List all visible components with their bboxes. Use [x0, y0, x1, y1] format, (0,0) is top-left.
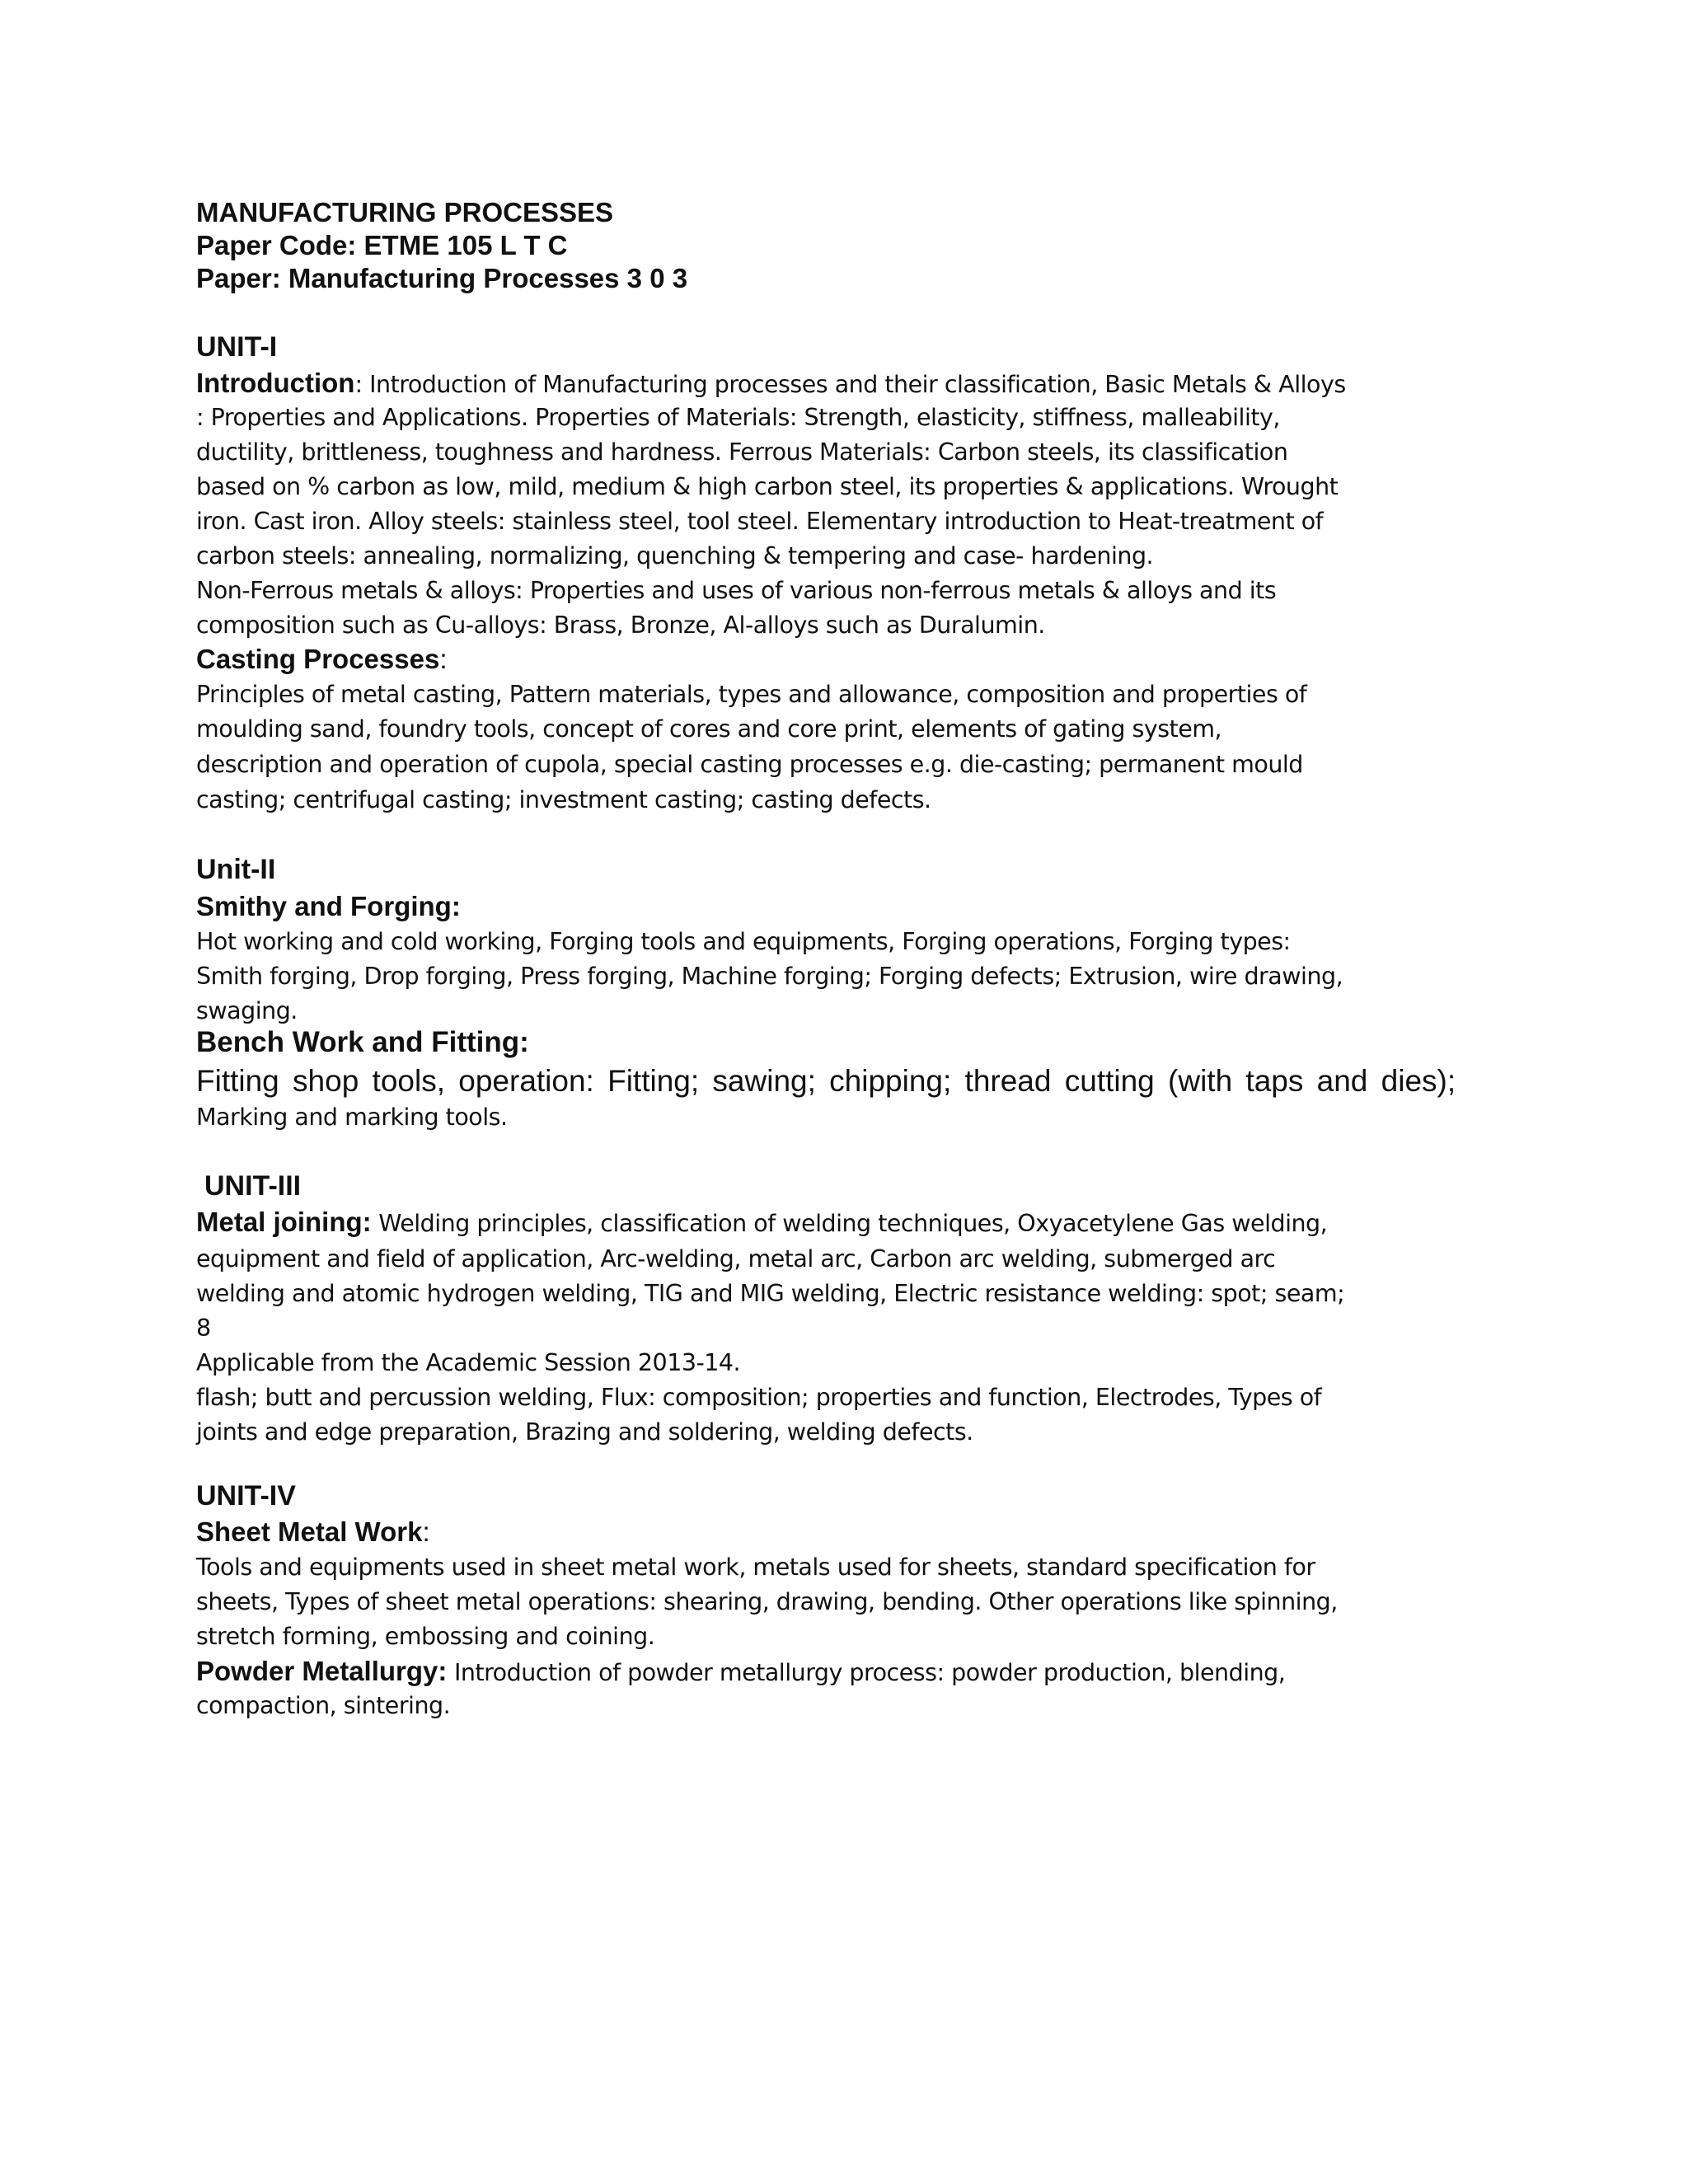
powder-line-1: Powder Metallurgy: Introduction of powder metallurgy process: powder production, blending,: [196, 1656, 1286, 1686]
casting-line-4: casting; centrifugal casting; investment casting; casting defects.: [196, 786, 931, 813]
unit-3-heading: UNIT-III: [204, 1170, 302, 1202]
smithy-line-2: Smith forging, Drop forging, Press forging, Machine forging; Forging defects; Extrusion, wire drawing,: [196, 963, 1343, 990]
bench-line-2: Marking and marking tools.: [196, 1104, 508, 1131]
powder-label: Powder Metallurgy:: [196, 1656, 448, 1686]
metal-joining-line-1: Metal joining: Welding principles, classification of welding techniques, Oxyacetylene Gas welding,: [196, 1207, 1328, 1237]
casting-line-1: Principles of metal casting, Pattern materials, types and allowance, composition and properties of: [196, 681, 1307, 708]
course-title: MANUFACTURING PROCESSES: [196, 197, 614, 227]
smithy-heading: Smithy and Forging:: [196, 891, 461, 921]
casting-heading: Casting Processes:: [196, 644, 448, 674]
unit-1-intro-line-3: ductility, brittleness, toughness and hardness. Ferrous Materials: Carbon steels, its classification: [196, 438, 1288, 466]
unit-1-intro-line-7: Non-Ferrous metals & alloys: Properties and uses of various non-ferrous metals & alloys and its: [196, 577, 1277, 604]
metal-joining-label: Metal joining:: [196, 1207, 372, 1237]
metal-joining-line-6: flash; butt and percussion welding, Flux: composition; properties and function, Electrodes, Types of: [196, 1384, 1322, 1411]
unit-2-heading: Unit-II: [196, 854, 276, 885]
paper-code: Paper Code: ETME 105 L T C: [196, 230, 568, 260]
metal-joining-line-3: welding and atomic hydrogen welding, TIG and MIG welding, Electric resistance welding: spot; seam;: [196, 1280, 1345, 1307]
metal-joining-line-2: equipment and field of application, Arc-welding, metal arc, Carbon arc welding, submerged arc: [196, 1245, 1276, 1272]
unit-1-intro-line-6: carbon steels: annealing, normalizing, quenching & tempering and case- hardening.: [196, 542, 1154, 569]
powder-line-2: compaction, sintering.: [196, 1692, 451, 1719]
bench-line-1: Fitting shop tools, operation: Fitting; sawing; chipping; thread cutting (with taps and dies);: [196, 1064, 1456, 1098]
unit-1-intro-line-2: : Properties and Applications. Properties of Materials: Strength, elasticity, stiffness, malleability,: [196, 404, 1280, 431]
smithy-line-3: swaging.: [196, 997, 298, 1024]
metal-joining-line-7: joints and edge preparation, Brazing and soldering, welding defects.: [196, 1418, 973, 1446]
unit-1-intro-line-1: Introduction: Introduction of Manufacturing processes and their classification, Basic Metals & Alloys: [196, 368, 1346, 398]
sheet-metal-line-3: stretch forming, embossing and coining.: [196, 1623, 655, 1650]
sheet-metal-line-1: Tools and equipments used in sheet metal work, metals used for sheets, standard specification for: [196, 1554, 1315, 1581]
unit-4-heading: UNIT-IV: [196, 1480, 296, 1511]
unit-1-intro-line-8: composition such as Cu-alloys: Brass, Bronze, Al-alloys such as Duralumin.: [196, 612, 1045, 639]
sheet-metal-heading: Sheet Metal Work:: [196, 1516, 430, 1547]
sheet-metal-line-2: sheets, Types of sheet metal operations: shearing, drawing, bending. Other operations like spinning,: [196, 1588, 1338, 1615]
bench-heading: Bench Work and Fitting:: [196, 1026, 529, 1058]
casting-line-3: description and operation of cupola, special casting processes e.g. die-casting; permanent mould: [196, 751, 1303, 778]
unit-1-heading: UNIT-I: [196, 331, 278, 363]
applicable-note: Applicable from the Academic Session 2013-14.: [196, 1349, 741, 1376]
unit-1-intro-line-4: based on % carbon as low, mild, medium & high carbon steel, its properties & applications. Wrought: [196, 473, 1339, 500]
unit-1-intro-line-5: iron. Cast iron. Alloy steels: stainless steel, tool steel. Elementary introduction to Heat-treatment of: [196, 508, 1324, 535]
casting-line-2: moulding sand, foundry tools, concept of cores and core print, elements of gating system,: [196, 715, 1222, 743]
page-number: 8: [196, 1315, 211, 1342]
smithy-line-1: Hot working and cold working, Forging tools and equipments, Forging operations, Forging types:: [196, 928, 1291, 955]
intro-label: Introduction: [196, 368, 355, 398]
paper-name: Paper: Manufacturing Processes 3 0 3: [196, 263, 688, 293]
